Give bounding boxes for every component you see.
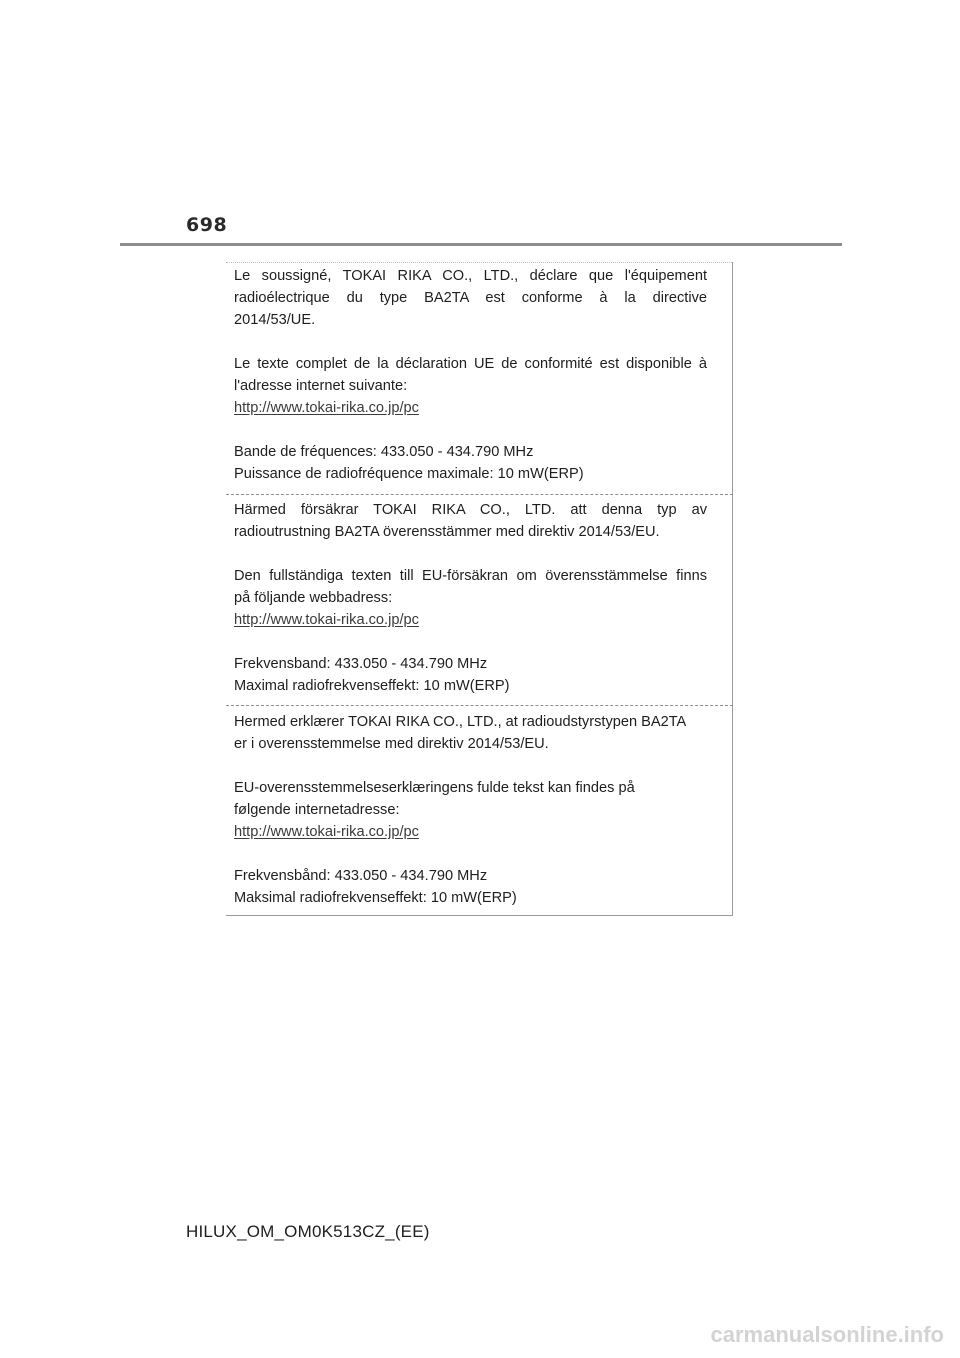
- site-watermark: carmanualsonline.info: [710, 1322, 944, 1347]
- statement-line: radioélectrique du type BA2TA est conforme à la directive: [234, 290, 707, 306]
- availability-line: følgende internetadresse:: [234, 802, 400, 818]
- radio-specs: [234, 441, 707, 485]
- availability-line: Le texte complet de la déclaration UE de conformité est disponible à: [234, 356, 707, 372]
- max-power: Maximal radiofrekvenseffekt: 10 mW(ERP): [234, 678, 510, 694]
- header-rule: [120, 243, 842, 246]
- section-divider: [226, 705, 733, 706]
- frequency-band: Bande de fréquences: 433.050 - 434.790 MHz: [234, 444, 534, 460]
- declaration-link[interactable]: http://www.tokai-rika.co.jp/pc: [234, 612, 419, 628]
- declaration-section-sv: [226, 499, 733, 719]
- availability-line: l'adresse internet suivante:: [234, 378, 408, 394]
- statement-line: 2014/53/UE.: [234, 312, 316, 328]
- availability-text: [234, 565, 707, 631]
- declaration-section-fr: [226, 265, 733, 507]
- availability-line: Den fullständiga texten till EU-försäkran om överensstämmelse finns: [234, 568, 707, 584]
- declaration-section-da: [226, 711, 733, 931]
- availability-line: EU-overensstemmelseserklæringens fulde tekst kan findes på: [234, 780, 635, 796]
- max-power: Maksimal radiofrekvenseffekt: 10 mW(ERP): [234, 890, 517, 906]
- statement-line: Härmed försäkrar TOKAI RIKA CO., LTD. att denna typ av: [234, 502, 707, 518]
- declaration-link[interactable]: http://www.tokai-rika.co.jp/pc: [234, 400, 419, 416]
- max-power: Puissance de radiofréquence maximale: 10 mW(ERP): [234, 466, 584, 482]
- manual-code: HILUX_OM_OM0K513CZ_(EE): [186, 1222, 430, 1241]
- section-divider: [226, 494, 733, 495]
- page-number: 698: [186, 214, 228, 236]
- declaration-link[interactable]: http://www.tokai-rika.co.jp/pc: [234, 824, 419, 840]
- radio-specs: [234, 865, 707, 909]
- availability-text: [234, 777, 707, 843]
- frequency-band: Frekvensband: 433.050 - 434.790 MHz: [234, 656, 488, 672]
- declaration-box: [226, 262, 733, 916]
- conformity-statement: [234, 499, 707, 543]
- statement-line: Hermed erklærer TOKAI RIKA CO., LTD., at radioudstyrstypen BA2TA: [234, 714, 687, 730]
- conformity-statement: [234, 711, 707, 755]
- availability-text: [234, 353, 707, 419]
- radio-specs: [234, 653, 707, 697]
- statement-line: er i overensstemmelse med direktiv 2014/53/EU.: [234, 736, 549, 752]
- statement-line: Le soussigné, TOKAI RIKA CO., LTD., déclare que l'équipement: [234, 268, 707, 284]
- availability-line: på följande webbadress:: [234, 590, 393, 606]
- statement-line: radioutrustning BA2TA överensstämmer med direktiv 2014/53/EU.: [234, 524, 660, 540]
- conformity-statement: [234, 265, 707, 331]
- frequency-band: Frekvensbånd: 433.050 - 434.790 MHz: [234, 868, 488, 884]
